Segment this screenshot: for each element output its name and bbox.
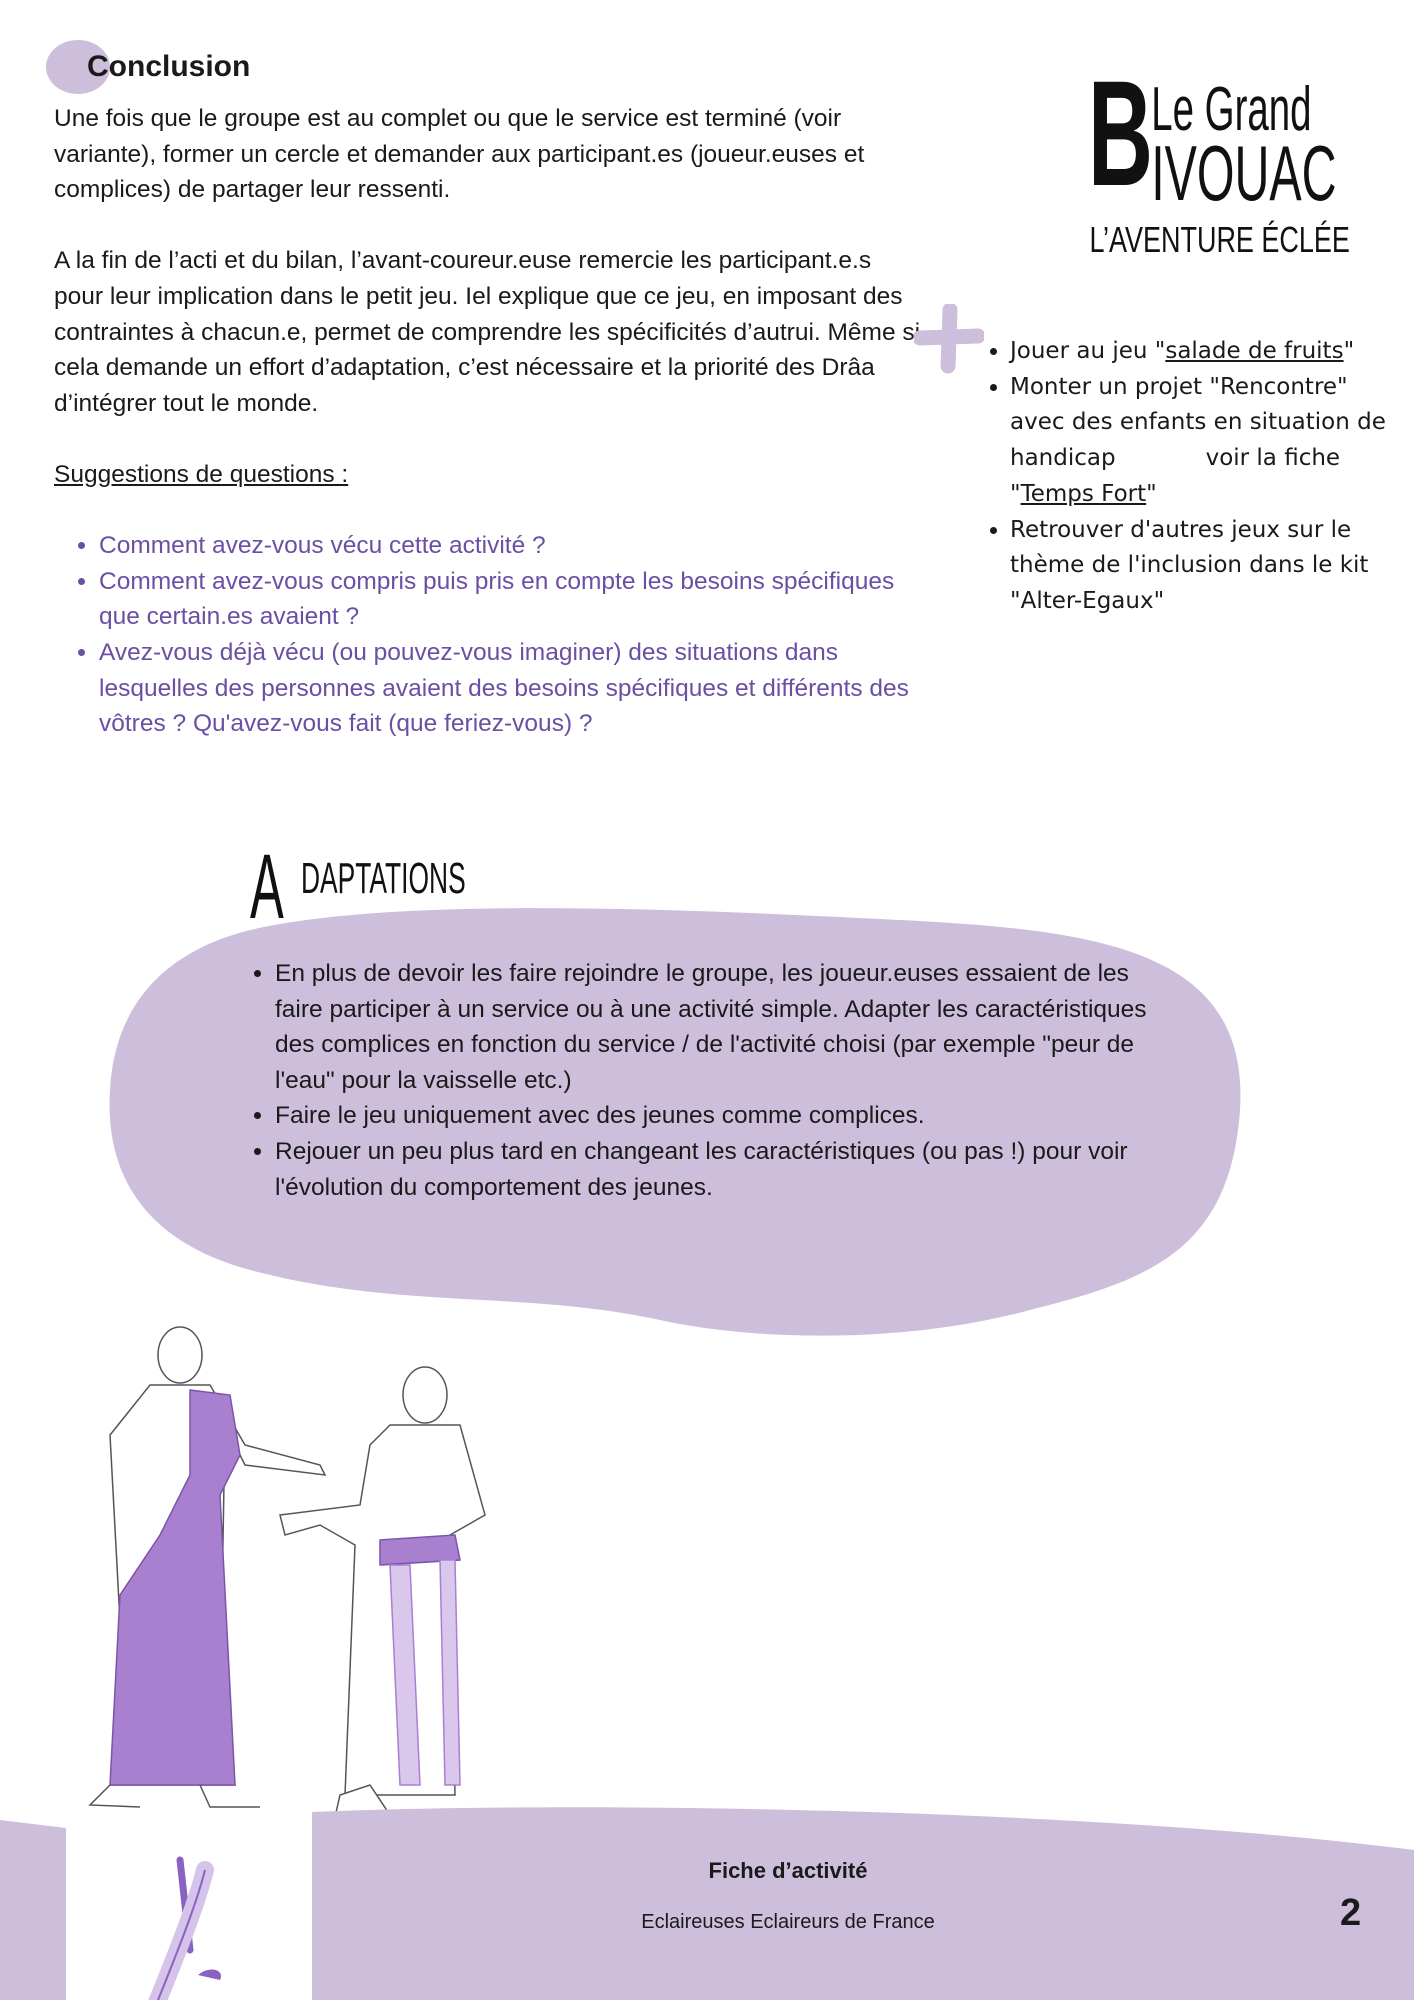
more-ideas-list bbox=[965, 334, 1405, 620]
suggestions-title: Suggestions de questions : bbox=[54, 460, 349, 488]
footer-doc-type: Fiche d’activité bbox=[708, 1858, 868, 1883]
idea-text: Monter un projet "Rencontre" avec des enfants en situation de handicap bbox=[1010, 373, 1386, 472]
svg-text:B: B bbox=[1088, 60, 1153, 218]
conclusion-body bbox=[54, 101, 924, 742]
idea-text: " bbox=[1343, 338, 1355, 364]
question-item: • Comment avez-vous vécu cette activité ? bbox=[99, 528, 924, 564]
svg-text:IVOUAC: IVOUAC bbox=[1151, 129, 1337, 217]
idea-item bbox=[1010, 334, 1405, 370]
page-number: 2 bbox=[1340, 1892, 1362, 1934]
adaptation-item: • Faire le jeu uniquement avec des jeunes comme complices. bbox=[275, 1098, 1160, 1134]
svg-text:DAPTATIONS: DAPTATIONS bbox=[301, 852, 466, 903]
question-item: • Comment avez-vous compris puis pris en compte les besoins spécifiques que certain.es avaient ? bbox=[99, 564, 924, 635]
adaptation-item: • Rejouer un peu plus tard en changeant les caractéristiques (ou pas !) pour voir l'évolution du comportement des jeunes. bbox=[275, 1134, 1160, 1205]
conclusion-paragraph: A la fin de l’acti et du bilan, l’avant-coureur.euse remercie les participant.e.s pour leur implication dans le petit jeu. Iel explique que ce jeu, en imposant des contraintes à chacun.e, permet de comprendre les spécificités d’autrui. Même si cela demande un effort d’adaptation, c’est nécessaire et la priorité des Drâa d’intégrer tout le monde. bbox=[54, 247, 921, 417]
idea-item bbox=[1010, 370, 1405, 513]
question-item: • Avez-vous déjà vécu (ou pouvez-vous imaginer) des situations dans lesquelles des personnes avaient des besoins spécifiques et différents des vôtres ? Qu'avez-vous fait (que feriez-vous) ? bbox=[99, 635, 924, 742]
logo-line3: L’AVENTURE ÉCLÉE bbox=[1089, 219, 1350, 260]
temps-fort-link[interactable]: Temps Fort bbox=[1020, 480, 1147, 507]
footer-organization: Eclaireuses Eclaireurs de France bbox=[641, 1911, 935, 1933]
characters-illustration bbox=[70, 1315, 560, 1825]
footer-band bbox=[0, 1800, 1414, 2000]
adaptations-list bbox=[230, 956, 1160, 1205]
logo-line1: Le Grand bbox=[1151, 73, 1312, 144]
idea-text: voir la fiche " bbox=[1010, 445, 1341, 507]
conclusion-title: Conclusion bbox=[87, 50, 251, 83]
svg-text:A: A bbox=[250, 838, 284, 923]
idea-text: " bbox=[1146, 480, 1157, 507]
idea-text: Jouer au jeu " bbox=[1010, 338, 1166, 364]
adaptation-item: • En plus de devoir les faire rejoindre le groupe, les joueur.euses essaient de les faire participer à un service ou à une activité simple. Adapter les caractéristiques des complices en fonction du service / de l'activité choisi (par exemple "peur de l'eau" pour la vaisselle etc.) bbox=[275, 956, 1160, 1098]
salade-de-fruits-link[interactable]: salade de fruits bbox=[1165, 338, 1344, 364]
conclusion-paragraph: Une fois que le groupe est au complet ou que le service est terminé (voir variante), former un cercle et demander aux participant.es (joueur.euses et complices) de partager leur ressenti. bbox=[54, 105, 865, 204]
le-grand-bivouac-logo bbox=[1088, 60, 1378, 265]
idea-item: • Retrouver d'autres jeux sur le thème de l'inclusion dans le kit "Alter-Egaux" bbox=[1010, 513, 1405, 620]
adaptations-title bbox=[250, 838, 540, 923]
questions-list bbox=[54, 528, 924, 742]
